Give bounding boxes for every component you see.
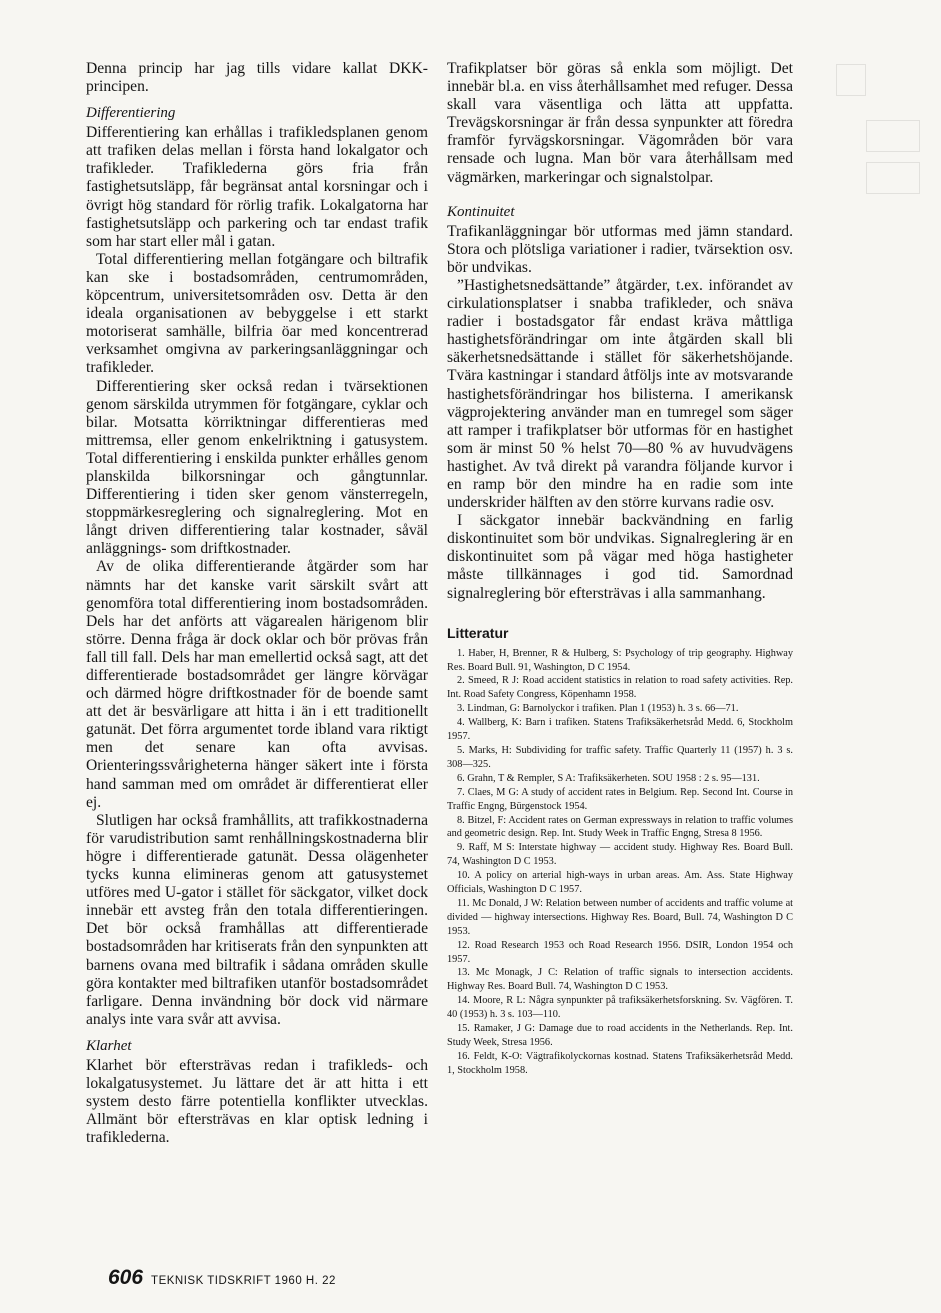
section-heading-klarhet: Klarhet [86,1037,132,1054]
section-heading-kontinuitet: Kontinuitet [447,203,515,220]
reference-item: 1. Haber, H, Brenner, R & Hulberg, S: Psychology of trip geography. Highway Res. Board Bull. 91, Washington, D C 1954. [447,647,793,673]
section-heading-litteratur: Litteratur [447,624,509,641]
paragraph: Differentiering sker också redan i tvärsektionen genom särskilda utrymmen för fotgängare, cyklar och bilar. Motsatta körriktningar differentieras med mittremsa, eller genom enkelriktning i gatusystem. Total differentiering i enskilda punkter erhålles genom planskilda bilkorsningar och gångtunnlar. Differentiering i tiden sker genom vänsterregeln, stoppmärkesreglering och signalreglering. Mot en långt driven differentiering talar kostnader, såväl anläggnings- som driftkostnader. [86,377,428,558]
page-footer [108,1266,336,1290]
reference-item: 3. Lindman, G: Barnolyckor i trafiken. Plan 1 (1953) h. 3 s. 66—71. [457,703,739,715]
reference-item: 13. Mc Monagk, J C: Relation of traffic signals to intersection accidents. Highway Res. Board Bull. 74, Washington D C 1953. [447,967,793,993]
intro-paragraph: Trafikplatser bör göras så enkla som möjligt. Det innebär bl.a. en viss återhållsamhet med refuger. Dessa skall vara väsentliga och lätta att uppfatta. Trevägskorsningar är från dessa synpunkter att föredra framför fyrvägskorsningar. Vägområden bör vara rensade och lugna. Man bör vara återhållsam med vägmärken, markeringar och signalstolpar. [447,60,793,186]
reference-item: 6. Grahn, T & Rempler, S A: Trafiksäkerheten. SOU 1958 : 2 s. 95—131. [457,772,760,784]
journal-name: TEKNISK TIDSKRIFT 1960 H. 22 [151,1275,336,1287]
reference-list [447,647,793,1078]
paragraph: ”Hastighetsnedsättande” åtgärder, t.ex. införandet av cirkulationsplatser i snabba trafikleder, och snäva radier i bostadsgator får endast kräva måttliga hastighetsförändringar om inte åtgärden skall bli säkerhetsnedsättande i stället för säkerhetshöjande. Tvära kastningar i standard åtföljs inte av motsvarande hastighetsförändringar hos bilisterna. I amerikansk vägprojektering använder man en tumregel som säger att ramper i trafikplatser bör utformas för en hastighet som är minst 50 % helst 70—80 % av huvudvägens hastighet. Av två direkt på varandra följande kurvor i en ramp bör den mindre ha en radie som inte underskrider hälften av den större kurvans radie osv. [447,276,793,512]
right-body [447,60,793,603]
reference-item: 4. Wallberg, K: Barn i trafiken. Statens Trafiksäkerhetsråd Medd. 6, Stockholm 1957. [447,717,793,743]
reference-item: 9. Raff, M S: Interstate highway — accident study. Highway Res. Board Bull. 74, Washington D C 1953. [447,842,793,868]
reference-item: 12. Road Research 1953 och Road Research 1956. DSIR, London 1954 och 1957. [447,939,793,965]
left-column [86,60,428,1147]
paragraph: Total differentiering mellan fotgängare och biltrafik kan ske i bostadsområden, centrumområden, köpcentrum, universitetsområden osv. Detta är den ideala organisationen av bebyggelse i ett starkt motoriserat samhälle, bilfria öar med koncentrerad verksamhet omgivna av parkeringsanläggningar och trafikleder. [86,250,428,377]
reference-item: 11. Mc Donald, J W: Relation between number of accidents and traffic volume at divided — highway intersections. Highway Res. Board, Bull. 74, Washington D C 1953. [447,897,793,937]
reference-item: 2. Smeed, R J: Road accident statistics in relation to road safety activities. Rep. Int. Road Safety Congress, Köpenhamn 1958. [447,675,793,701]
reference-item: 5. Marks, H: Subdividing for traffic safety. Traffic Quarterly 11 (1957) h. 3 s. 308—325. [447,744,793,770]
reference-item: 16. Feldt, K-O: Vägtrafikolyckornas kostnad. Statens Trafiksäkerhetsråd Medd. 1, Stockholm 1958. [447,1050,793,1076]
paragraph: Differentiering kan erhållas i trafikledsplanen genom att trafiken delas mellan i första hand lokalgator och trafikleder. Trafiklederna görs fria från fastighetsutsläpp, får begränsat antal korsningar och i övrigt hög standard för rörlig trafik. Lokalgatorna har fastighetsutsläpp och parkering och tar endast trafik som har start eller mål i gatan. [86,124,428,250]
paragraph: Slutligen har också framhållits, att trafikkostnaderna för varudistribution samt renhållningskostnaderna blir högre i differentierade gatunät. Dessa olägenheter tycks kunna elimineras genom att gatusystemet utföres med U-gator i stället för säckgator, vilket dock innebär ett avsteg från den totala differentieringen. Det bör också framhållas att differentierade bostadsområden har kritiserats från den synpunkten att barnens ovana med biltrafik i sådana områden skulle göra kontakter med biltrafiken utanför bostadsområdet farligare. Denna invändning bör dock vid närmare analys inte vara svår att avvisa. [86,811,428,1028]
reference-item: 15. Ramaker, J G: Damage due to road accidents in the Netherlands. Rep. Int. Study Week, Stresa 1956. [447,1023,793,1048]
right-column [447,60,793,1078]
show-through-box [836,64,866,96]
show-through-box [866,162,920,194]
paragraph: I säckgator innebär backvändning en farlig diskontinuitet som bör undvikas. Signalreglering är en diskontinuitet som på vägar med höga hastigheter måste tillkännages i god tid. Samordnad signalreglering bör eftersträvas i alla sammanhang. [447,512,793,602]
intro-paragraph: Denna princip har jag tills vidare kallat DKK-principen. [86,60,428,96]
paragraph: Klarhet bör eftersträvas redan i trafikleds- och lokalgatusystemet. Ju lättare det är att hitta i ett system desto färre potentiella konflikter utvecklas. Allmänt bör eftersträvas en klar optisk ledning i trafiklederna. [86,1056,428,1147]
reference-item: 10. A policy on arterial high-ways in urban areas. Am. Ass. State Highway Officials, Washington D C 1957. [447,870,793,896]
page-number: 606 [108,1266,144,1289]
reference-item: 14. Moore, R L: Några synpunkter på trafiksäkerhetsforskning. Sv. Vägfören. T. 40 (1953) h. 3 s. 103—110. [447,995,793,1021]
paragraph: Trafikanläggningar bör utformas med jämn standard. Stora och plötsliga variationer i radier, tvärsektion osv. bör undvikas. [447,222,793,276]
reference-item: 7. Claes, M G: A study of accident rates in Belgium. Rep. Second Int. Course in Traffic Engng, Bürgenstock 1954. [447,786,793,812]
left-body [86,60,428,1147]
section-heading-differentiering: Differentiering [86,105,176,122]
paragraph: Av de olika differentierande åtgärder som har nämnts har det kanske varit särskilt svårt att genomföra total differentiering inom bostadsområden. Dels har det anförts att vägarealen härigenom blir större. Denna fråga är dock oklar och bör prövas från fall till fall. Dels har man emellertid också sagt, att det differentierade bostadsområdet ger längre körvägar och därmed högre driftkostnader för de boende samt att det är besvärligare att hitta i än i ett traditionellt gatunät. Det förra argumentet torde ibland vara riktigt men det senare kan ofta avvisas. Orienteringssvårigheterna hänger säkert inte i första hand samman med om området är differentierat eller ej. [86,558,428,811]
reference-item: 8. Bitzel, F: Accident rates on German expressways in relation to traffic volumes and geometric design. Rep. Int. Study Week in Traffic Engng, Stresa 8 1956. [447,814,793,840]
show-through-box [866,120,920,152]
